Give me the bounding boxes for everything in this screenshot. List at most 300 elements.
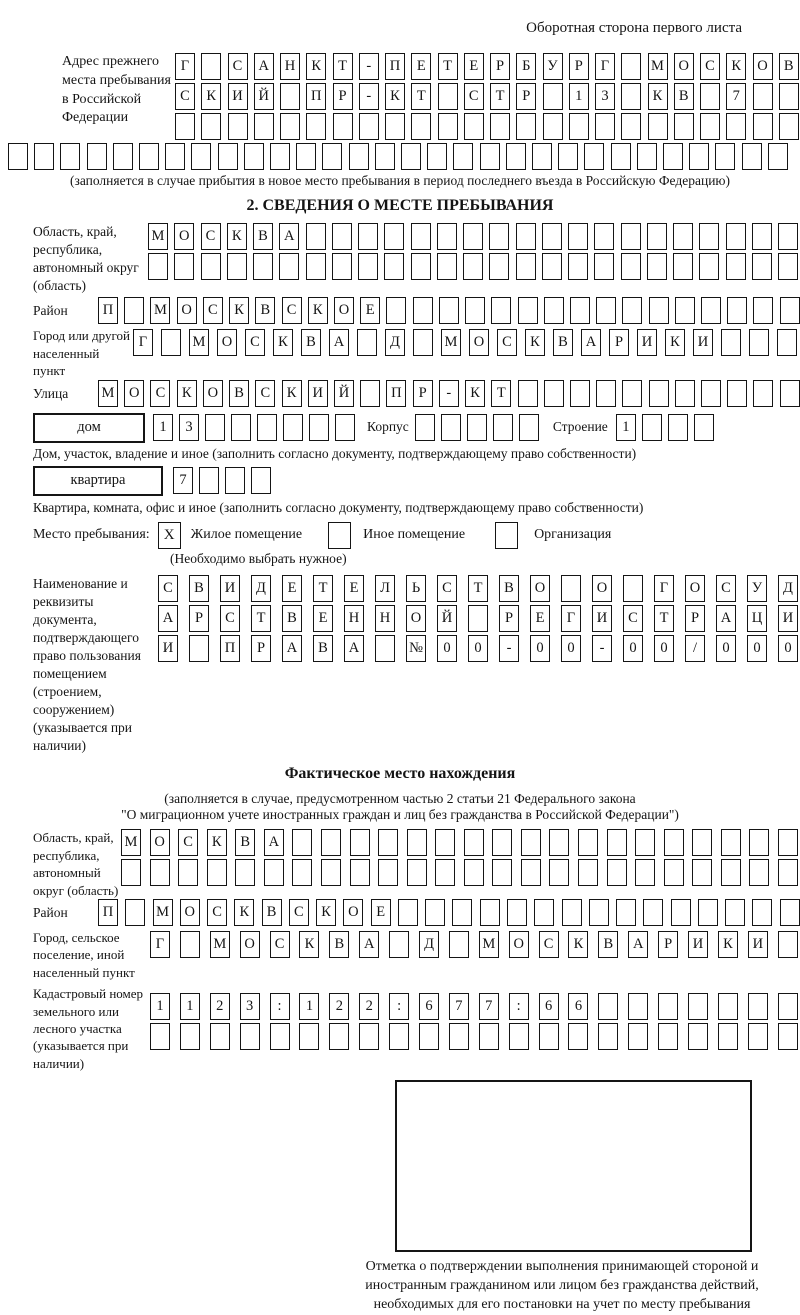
char-box[interactable] xyxy=(201,53,221,80)
char-box[interactable]: 1 xyxy=(299,993,319,1020)
char-box[interactable] xyxy=(161,329,181,356)
char-box[interactable] xyxy=(595,113,615,140)
char-box[interactable] xyxy=(753,380,773,407)
char-box[interactable]: Р xyxy=(516,83,536,110)
char-box[interactable]: О xyxy=(509,931,529,958)
char-box[interactable] xyxy=(649,380,669,407)
document-row-1[interactable] xyxy=(158,575,798,602)
char-box[interactable] xyxy=(435,859,455,886)
char-box[interactable]: Ь xyxy=(406,575,426,602)
prev-address-row-4[interactable] xyxy=(8,143,788,170)
char-box[interactable]: 3 xyxy=(595,83,615,110)
char-box[interactable] xyxy=(413,329,433,356)
char-box[interactable] xyxy=(124,297,144,324)
char-box[interactable] xyxy=(425,899,445,926)
char-box[interactable] xyxy=(749,829,769,856)
char-box[interactable] xyxy=(189,635,209,662)
char-box[interactable] xyxy=(753,113,773,140)
char-box[interactable]: 0 xyxy=(654,635,674,662)
char-box[interactable]: К xyxy=(525,329,545,356)
char-box[interactable] xyxy=(437,253,457,280)
char-box[interactable] xyxy=(668,414,688,441)
char-box[interactable] xyxy=(492,859,512,886)
char-box[interactable] xyxy=(492,829,512,856)
char-box[interactable]: О xyxy=(530,575,550,602)
char-box[interactable]: - xyxy=(592,635,612,662)
char-box[interactable]: И xyxy=(592,605,612,632)
char-box[interactable] xyxy=(621,253,641,280)
char-box[interactable] xyxy=(562,899,582,926)
char-box[interactable]: : xyxy=(389,993,409,1020)
apartment-box[interactable]: квартира xyxy=(33,466,163,496)
char-box[interactable]: Р xyxy=(490,53,510,80)
char-box[interactable]: 7 xyxy=(479,993,499,1020)
char-box[interactable]: С xyxy=(245,329,265,356)
char-box[interactable] xyxy=(726,253,746,280)
char-box[interactable]: / xyxy=(685,635,705,662)
char-box[interactable]: Г xyxy=(595,53,615,80)
char-box[interactable]: Р xyxy=(569,53,589,80)
char-box[interactable] xyxy=(727,297,747,324)
char-box[interactable]: П xyxy=(220,635,240,662)
char-box[interactable] xyxy=(452,899,472,926)
char-box[interactable]: Т xyxy=(333,53,353,80)
char-box[interactable] xyxy=(598,993,618,1020)
char-box[interactable]: И xyxy=(778,605,798,632)
char-box[interactable]: К xyxy=(282,380,302,407)
char-box[interactable] xyxy=(270,1023,290,1050)
char-box[interactable] xyxy=(299,1023,319,1050)
char-box[interactable] xyxy=(375,635,395,662)
actual-region-row-1[interactable] xyxy=(121,829,798,856)
char-box[interactable]: О xyxy=(177,297,197,324)
char-box[interactable]: О xyxy=(334,297,354,324)
char-box[interactable] xyxy=(780,380,800,407)
char-box[interactable] xyxy=(749,859,769,886)
char-box[interactable]: В xyxy=(262,899,282,926)
cadastral-row-2[interactable] xyxy=(150,1023,798,1050)
char-box[interactable] xyxy=(210,1023,230,1050)
char-box[interactable]: Е xyxy=(344,575,364,602)
char-box[interactable]: К xyxy=(726,53,746,80)
char-box[interactable]: К xyxy=(227,223,247,250)
char-box[interactable] xyxy=(385,113,405,140)
char-box[interactable] xyxy=(780,899,800,926)
char-box[interactable]: : xyxy=(509,993,529,1020)
char-box[interactable]: О xyxy=(150,829,170,856)
char-box[interactable] xyxy=(227,253,247,280)
char-box[interactable] xyxy=(87,143,107,170)
char-box[interactable] xyxy=(718,993,738,1020)
char-box[interactable]: 7 xyxy=(449,993,469,1020)
char-box[interactable]: Т xyxy=(411,83,431,110)
char-box[interactable] xyxy=(264,859,284,886)
char-box[interactable] xyxy=(201,113,221,140)
char-box[interactable]: 1 xyxy=(153,414,173,441)
char-box[interactable] xyxy=(439,297,459,324)
char-box[interactable]: В xyxy=(282,605,302,632)
char-box[interactable] xyxy=(180,1023,200,1050)
char-box[interactable]: 6 xyxy=(568,993,588,1020)
char-box[interactable]: М xyxy=(150,297,170,324)
char-box[interactable] xyxy=(578,859,598,886)
char-box[interactable] xyxy=(335,414,355,441)
char-box[interactable] xyxy=(752,899,772,926)
district-row[interactable] xyxy=(98,297,800,324)
char-box[interactable] xyxy=(257,414,277,441)
char-box[interactable] xyxy=(463,253,483,280)
char-box[interactable] xyxy=(598,1023,618,1050)
char-box[interactable] xyxy=(359,113,379,140)
apartment-number-row[interactable] xyxy=(173,467,277,494)
char-box[interactable] xyxy=(542,223,562,250)
char-box[interactable]: Т xyxy=(490,83,510,110)
char-box[interactable] xyxy=(715,143,735,170)
char-box[interactable]: Т xyxy=(654,605,674,632)
char-box[interactable] xyxy=(244,143,264,170)
char-box[interactable] xyxy=(489,223,509,250)
char-box[interactable]: С xyxy=(623,605,643,632)
char-box[interactable]: А xyxy=(359,931,379,958)
char-box[interactable] xyxy=(441,414,461,441)
char-box[interactable]: И xyxy=(228,83,248,110)
char-box[interactable]: В xyxy=(329,931,349,958)
char-box[interactable] xyxy=(623,575,643,602)
char-box[interactable]: О xyxy=(217,329,237,356)
char-box[interactable] xyxy=(509,1023,529,1050)
char-box[interactable] xyxy=(493,414,513,441)
char-box[interactable]: Р xyxy=(413,380,433,407)
char-box[interactable]: 7 xyxy=(726,83,746,110)
char-box[interactable]: Е xyxy=(464,53,484,80)
char-box[interactable] xyxy=(465,297,485,324)
char-box[interactable]: Т xyxy=(251,605,271,632)
char-box[interactable] xyxy=(721,829,741,856)
char-box[interactable]: П xyxy=(385,53,405,80)
char-box[interactable] xyxy=(437,223,457,250)
char-box[interactable] xyxy=(569,113,589,140)
char-box[interactable]: В xyxy=(313,635,333,662)
char-box[interactable]: О xyxy=(753,53,773,80)
char-box[interactable] xyxy=(725,899,745,926)
char-box[interactable] xyxy=(518,380,538,407)
char-box[interactable]: - xyxy=(439,380,459,407)
char-box[interactable] xyxy=(594,223,614,250)
char-box[interactable]: К xyxy=(568,931,588,958)
char-box[interactable]: 2 xyxy=(359,993,379,1020)
char-box[interactable]: 0 xyxy=(747,635,767,662)
char-box[interactable] xyxy=(292,829,312,856)
char-box[interactable] xyxy=(349,143,369,170)
char-box[interactable] xyxy=(438,83,458,110)
char-box[interactable] xyxy=(628,993,648,1020)
char-box[interactable] xyxy=(721,329,741,356)
char-box[interactable] xyxy=(544,297,564,324)
char-box[interactable]: Д xyxy=(251,575,271,602)
char-box[interactable]: М xyxy=(479,931,499,958)
char-box[interactable] xyxy=(8,143,28,170)
char-box[interactable] xyxy=(180,931,200,958)
char-box[interactable]: В xyxy=(598,931,618,958)
char-box[interactable] xyxy=(742,143,762,170)
char-box[interactable] xyxy=(688,993,708,1020)
char-box[interactable] xyxy=(637,143,657,170)
char-box[interactable] xyxy=(468,605,488,632)
char-box[interactable] xyxy=(467,414,487,441)
char-box[interactable]: 1 xyxy=(616,414,636,441)
char-box[interactable]: П xyxy=(306,83,326,110)
char-box[interactable]: О xyxy=(203,380,223,407)
char-box[interactable]: Р xyxy=(333,83,353,110)
char-box[interactable] xyxy=(389,1023,409,1050)
char-box[interactable] xyxy=(664,829,684,856)
char-box[interactable] xyxy=(549,829,569,856)
char-box[interactable]: С xyxy=(270,931,290,958)
char-box[interactable] xyxy=(480,899,500,926)
char-box[interactable]: Д xyxy=(385,329,405,356)
char-box[interactable]: И xyxy=(308,380,328,407)
char-box[interactable] xyxy=(780,297,800,324)
char-box[interactable]: Ц xyxy=(747,605,767,632)
char-box[interactable] xyxy=(778,993,798,1020)
char-box[interactable]: А xyxy=(254,53,274,80)
char-box[interactable] xyxy=(464,113,484,140)
region-row-2[interactable] xyxy=(148,253,798,280)
char-box[interactable]: С xyxy=(150,380,170,407)
char-box[interactable] xyxy=(251,467,271,494)
char-box[interactable] xyxy=(270,143,290,170)
char-box[interactable] xyxy=(648,113,668,140)
char-box[interactable] xyxy=(389,931,409,958)
char-box[interactable] xyxy=(752,253,772,280)
char-box[interactable]: 3 xyxy=(240,993,260,1020)
char-box[interactable] xyxy=(519,414,539,441)
char-box[interactable]: Д xyxy=(419,931,439,958)
char-box[interactable]: 2 xyxy=(329,993,349,1020)
char-box[interactable]: В xyxy=(189,575,209,602)
char-box[interactable]: А xyxy=(628,931,648,958)
char-box[interactable]: 3 xyxy=(179,414,199,441)
char-box[interactable] xyxy=(516,253,536,280)
char-box[interactable]: К xyxy=(273,329,293,356)
char-box[interactable] xyxy=(231,414,251,441)
char-box[interactable]: К xyxy=(718,931,738,958)
char-box[interactable]: А xyxy=(264,829,284,856)
char-box[interactable]: Г xyxy=(654,575,674,602)
char-box[interactable]: Е xyxy=(530,605,550,632)
char-box[interactable] xyxy=(663,143,683,170)
street-row[interactable] xyxy=(98,380,800,407)
char-box[interactable]: О xyxy=(124,380,144,407)
char-box[interactable] xyxy=(621,53,641,80)
char-box[interactable]: А xyxy=(329,329,349,356)
char-box[interactable]: С xyxy=(539,931,559,958)
prev-address-row-1[interactable] xyxy=(175,53,799,80)
char-box[interactable]: В xyxy=(229,380,249,407)
document-row-3[interactable] xyxy=(158,635,798,662)
char-box[interactable] xyxy=(699,253,719,280)
char-box[interactable] xyxy=(778,223,798,250)
char-box[interactable]: К xyxy=(316,899,336,926)
char-box[interactable]: 0 xyxy=(778,635,798,662)
char-box[interactable] xyxy=(516,223,536,250)
char-box[interactable]: О xyxy=(180,899,200,926)
char-box[interactable] xyxy=(543,83,563,110)
char-box[interactable] xyxy=(752,223,772,250)
char-box[interactable] xyxy=(321,829,341,856)
char-box[interactable] xyxy=(411,253,431,280)
char-box[interactable] xyxy=(642,414,662,441)
char-box[interactable] xyxy=(306,253,326,280)
actual-region-row-2[interactable] xyxy=(121,859,798,886)
char-box[interactable] xyxy=(701,297,721,324)
char-box[interactable]: С xyxy=(497,329,517,356)
char-box[interactable]: Р xyxy=(499,605,519,632)
char-box[interactable] xyxy=(578,829,598,856)
char-box[interactable] xyxy=(292,859,312,886)
char-box[interactable]: Р xyxy=(189,605,209,632)
char-box[interactable] xyxy=(358,253,378,280)
char-box[interactable] xyxy=(139,143,159,170)
char-box[interactable] xyxy=(516,113,536,140)
char-box[interactable] xyxy=(463,223,483,250)
char-box[interactable]: 0 xyxy=(437,635,457,662)
char-box[interactable]: Й xyxy=(437,605,457,632)
char-box[interactable] xyxy=(280,83,300,110)
char-box[interactable] xyxy=(673,223,693,250)
char-box[interactable] xyxy=(748,993,768,1020)
char-box[interactable]: Г xyxy=(175,53,195,80)
char-box[interactable] xyxy=(283,414,303,441)
char-box[interactable] xyxy=(568,223,588,250)
char-box[interactable] xyxy=(753,83,773,110)
char-box[interactable]: И xyxy=(158,635,178,662)
char-box[interactable] xyxy=(506,143,526,170)
char-box[interactable] xyxy=(148,253,168,280)
char-box[interactable] xyxy=(779,113,799,140)
char-box[interactable]: С xyxy=(178,829,198,856)
house-box[interactable]: дом xyxy=(33,413,145,443)
char-box[interactable] xyxy=(700,83,720,110)
char-box[interactable] xyxy=(647,223,667,250)
char-box[interactable]: И xyxy=(748,931,768,958)
char-box[interactable] xyxy=(407,829,427,856)
char-box[interactable] xyxy=(453,143,473,170)
char-box[interactable]: В xyxy=(553,329,573,356)
char-box[interactable] xyxy=(532,143,552,170)
char-box[interactable] xyxy=(700,113,720,140)
char-box[interactable] xyxy=(570,297,590,324)
char-box[interactable]: М xyxy=(153,899,173,926)
char-box[interactable]: - xyxy=(359,53,379,80)
char-box[interactable]: Р xyxy=(251,635,271,662)
char-box[interactable] xyxy=(589,899,609,926)
char-box[interactable]: В xyxy=(301,329,321,356)
char-box[interactable] xyxy=(438,113,458,140)
char-box[interactable] xyxy=(628,1023,648,1050)
char-box[interactable]: П xyxy=(386,380,406,407)
char-box[interactable] xyxy=(199,467,219,494)
char-box[interactable] xyxy=(768,143,788,170)
char-box[interactable]: Д xyxy=(778,575,798,602)
char-box[interactable]: М xyxy=(210,931,230,958)
char-box[interactable]: Е xyxy=(282,575,302,602)
char-box[interactable] xyxy=(480,143,500,170)
char-box[interactable] xyxy=(174,253,194,280)
char-box[interactable]: Е xyxy=(371,899,391,926)
char-box[interactable]: О xyxy=(174,223,194,250)
char-box[interactable]: Е xyxy=(360,297,380,324)
char-box[interactable]: П xyxy=(98,297,118,324)
char-box[interactable] xyxy=(726,113,746,140)
char-box[interactable] xyxy=(607,829,627,856)
char-box[interactable] xyxy=(570,380,590,407)
char-box[interactable] xyxy=(358,223,378,250)
char-box[interactable]: И xyxy=(637,329,657,356)
actual-district-row[interactable] xyxy=(98,899,800,926)
char-box[interactable]: Н xyxy=(280,53,300,80)
char-box[interactable] xyxy=(34,143,54,170)
char-box[interactable]: Е xyxy=(411,53,431,80)
char-box[interactable]: С xyxy=(158,575,178,602)
char-box[interactable] xyxy=(296,143,316,170)
char-box[interactable]: М xyxy=(441,329,461,356)
char-box[interactable] xyxy=(125,899,145,926)
char-box[interactable]: 1 xyxy=(150,993,170,1020)
char-box[interactable] xyxy=(121,859,141,886)
char-box[interactable] xyxy=(596,297,616,324)
char-box[interactable] xyxy=(398,899,418,926)
char-box[interactable] xyxy=(178,859,198,886)
char-box[interactable] xyxy=(718,1023,738,1050)
char-box[interactable] xyxy=(235,859,255,886)
region-row-1[interactable] xyxy=(148,223,798,250)
char-box[interactable] xyxy=(727,380,747,407)
char-box[interactable]: А xyxy=(282,635,302,662)
char-box[interactable] xyxy=(674,113,694,140)
char-box[interactable]: М xyxy=(98,380,118,407)
char-box[interactable] xyxy=(726,223,746,250)
char-box[interactable] xyxy=(253,253,273,280)
char-box[interactable]: 6 xyxy=(419,993,439,1020)
char-box[interactable] xyxy=(375,143,395,170)
char-box[interactable]: М xyxy=(148,223,168,250)
char-box[interactable] xyxy=(542,253,562,280)
char-box[interactable]: О xyxy=(469,329,489,356)
char-box[interactable] xyxy=(378,859,398,886)
char-box[interactable] xyxy=(479,1023,499,1050)
char-box[interactable]: К xyxy=(385,83,405,110)
prev-address-row-2[interactable] xyxy=(175,83,799,110)
char-box[interactable]: У xyxy=(543,53,563,80)
char-box[interactable] xyxy=(240,1023,260,1050)
char-box[interactable] xyxy=(675,297,695,324)
char-box[interactable] xyxy=(621,113,641,140)
char-box[interactable] xyxy=(309,414,329,441)
char-box[interactable] xyxy=(150,859,170,886)
char-box[interactable] xyxy=(643,899,663,926)
char-box[interactable] xyxy=(191,143,211,170)
char-box[interactable] xyxy=(150,1023,170,1050)
char-box[interactable] xyxy=(415,414,435,441)
char-box[interactable]: С xyxy=(700,53,720,80)
char-box[interactable] xyxy=(671,899,691,926)
char-box[interactable]: К xyxy=(299,931,319,958)
char-box[interactable]: О xyxy=(406,605,426,632)
char-box[interactable] xyxy=(360,380,380,407)
char-box[interactable]: Р xyxy=(658,931,678,958)
char-box[interactable]: С xyxy=(220,605,240,632)
